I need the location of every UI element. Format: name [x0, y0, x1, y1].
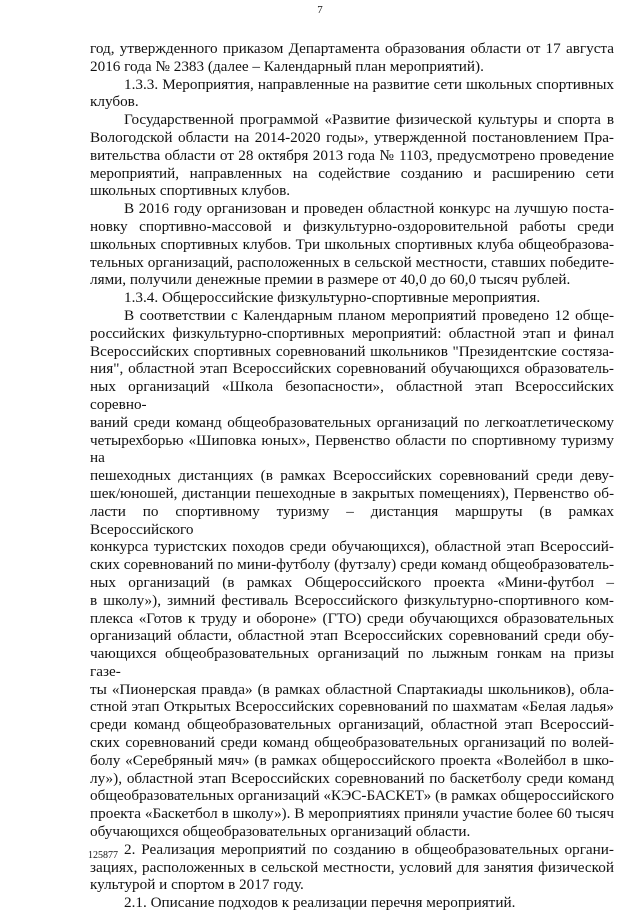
document-code: 125877 — [88, 850, 118, 861]
text-line: среди команд общеобразовательных организаций, областной этап Всероссий- — [90, 716, 614, 734]
text-line: 1.3.4. Общероссийские физкультурно-спортивные мероприятия. — [124, 289, 541, 307]
body-text — [90, 40, 614, 912]
text-line: культурой и спортом в 2017 году. — [90, 876, 304, 894]
text-line: школьных спортивных клубов. Три школьных спортивных клуба общеобразова- — [90, 235, 614, 253]
text-line: шек/юношей, дистанции пешеходные в закрытых помещениях), Первенство об- — [90, 484, 614, 502]
text-line: 2.1. Описание подходов к реализации перечня мероприятий. — [124, 894, 516, 912]
text-line: ных организаций (в рамках Общероссийского проекта «Мини-футбол – — [90, 573, 614, 591]
text-line: новку спортивно-массовой и физкультурно-оздоровительной работы среди — [90, 217, 614, 235]
text-line: обучающихся общеобразовательных организаций области. — [90, 823, 471, 841]
text-line: 2016 года № 2383 (далее – Календарный план мероприятий). — [90, 57, 484, 75]
text-line: Вологодской области на 2014-2020 годы», утвержденной постановлением Пра- — [90, 128, 614, 146]
text-line: ских соревнований среди команд общеобразовательных организаций по волей- — [90, 734, 614, 752]
text-line: ских соревнований по мини-футболу (футзалу) среди команд общеобразователь- — [90, 556, 614, 574]
text-line: вительства области от 28 октября 2013 года № 1103, предусмотрено проведение — [90, 146, 614, 164]
text-line: В соответствии с Календарным планом мероприятий проведено 12 обще- — [124, 306, 614, 324]
text-line: ных организаций «Школа безопасности», областной этап Всероссийских соревно- — [90, 378, 614, 413]
text-line: клубов. — [90, 93, 139, 111]
text-line: лями, получили денежные премии в размере от 40,0 до 60,0 тысяч рублей. — [90, 271, 571, 289]
text-line: стной этап Открытых Всероссийских соревнований по шахматам «Белая ладья» — [90, 698, 614, 716]
text-line: пешеходных дистанциях (в рамках Всероссийских соревнований среди деву- — [90, 467, 614, 485]
text-line: ласти по спортивному туризму – дистанция маршруты (в рамках Всероссийского — [90, 502, 614, 538]
text-line: 1.3.3. Мероприятия, направленные на развитие сети школьных спортивных — [124, 75, 614, 93]
text-line: организаций области, областной этап Всероссийских соревнований среди обу- — [90, 627, 614, 645]
text-line: плекса «Готов к труду и обороне» (ГТО) среди обучающихся образовательных — [90, 609, 614, 627]
text-line: школьных спортивных клубов. — [90, 182, 291, 200]
text-line: болу «Серебряный мяч» (в рамках общероссийского проекта «Волейбол в шко- — [90, 751, 614, 769]
text-line: конкурса туристских походов среди обучающихся), областной этап Всероссий- — [90, 538, 614, 556]
text-line: В 2016 году организован и проведен областной конкурс на лучшую поста- — [124, 200, 614, 218]
text-line: проекта «Баскетбол в школу»). В мероприятиях приняли участие более 60 тысяч — [90, 805, 614, 823]
text-line: российских физкультурно-спортивных мероприятий: областной этап и финал — [90, 324, 614, 342]
text-line: зациях, расположенных в сельской местности, условий для занятия физической — [90, 858, 614, 876]
text-line: Государственной программой «Развитие физической культуры и спорта в — [124, 111, 614, 129]
text-line: ния", областной этап Всероссийских соревнований обучающихся образователь- — [90, 360, 614, 378]
text-line: в школу»), зимний фестиваль Всероссийского физкультурно-спортивного ком- — [90, 591, 614, 609]
text-line: чающихся общеобразовательных организаций по лыжным гонкам на призы газе- — [90, 645, 614, 680]
text-line: год, утвержденного приказом Департамента образования области от 17 августа — [90, 40, 614, 57]
text-line: 2. Реализация мероприятий по созданию в общеобразовательных органи- — [124, 840, 614, 858]
text-line: мероприятий, направленных на содействие созданию и расширению сети — [90, 164, 614, 182]
text-line: лу»), областной этап Всероссийских соревнований по баскетболу среди команд — [90, 769, 614, 787]
text-line: Всероссийских спортивных соревнований школьников "Президентские состяза- — [90, 342, 614, 360]
text-line: ты «Пионерская правда» (в рамках областной Спартакиады школьников), обла- — [90, 680, 614, 698]
text-line: ваний среди команд общеобразовательных организаций по легкоатлетическому — [90, 413, 614, 431]
text-line: общеобразовательных организаций «КЭС-БАСКЕТ» (в рамках общероссийского — [90, 787, 614, 805]
text-line: четырехборью «Шиповка юных», Первенство области по спортивному туризму на — [90, 431, 614, 467]
text-line: тельных организаций, расположенных в сельской местности, ставших победите- — [90, 253, 614, 271]
page-number: 7 — [317, 4, 323, 16]
